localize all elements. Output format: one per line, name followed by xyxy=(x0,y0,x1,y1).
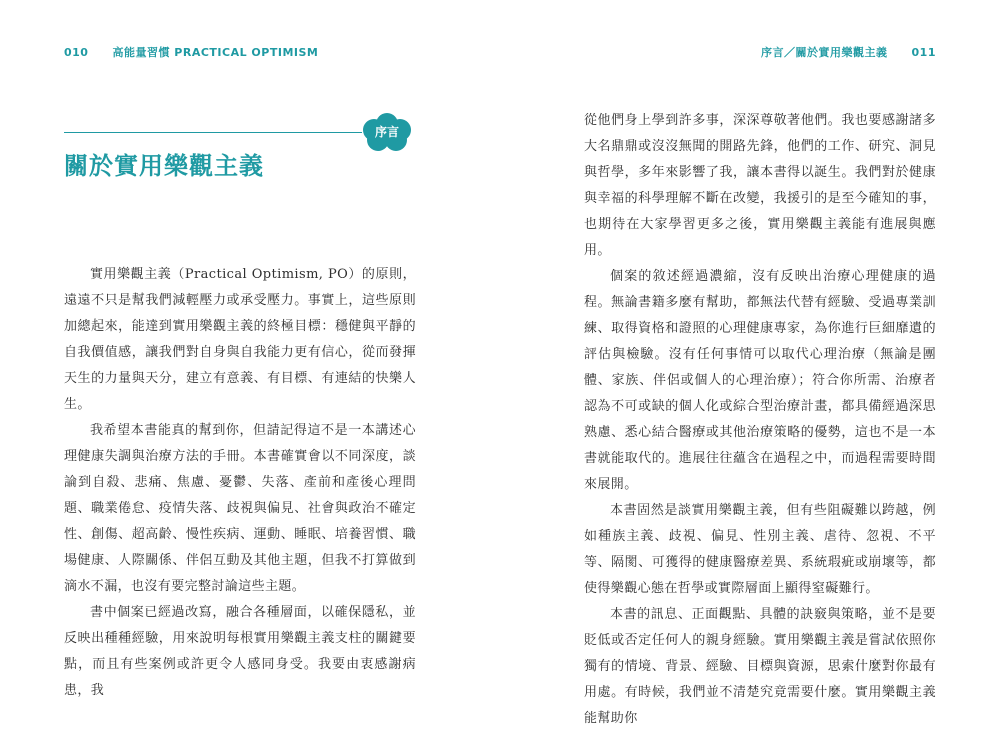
chapter-badge-label: 序言 xyxy=(374,125,399,139)
left-page-number: 010 xyxy=(64,46,89,59)
right-page-number: 011 xyxy=(911,46,936,59)
left-page-body xyxy=(64,262,416,704)
paragraph: 本書的訊息、正面觀點、具體的訣竅與策略，並不是要貶低或否定任何人的親身經驗。實用樂觀主義是嘗試依照你獨有的情境、背景、經驗、目標與資源，思索什麼對你最有用處。有時候，我們並不清楚究竟需要什麼。實用樂觀主義能幫助你 xyxy=(584,607,936,726)
running-head-right xyxy=(761,44,936,60)
paragraph: 我希望本書能真的幫到你，但請記得這不是一本講述心理健康失調與治療方法的手冊。本書確實會以不同深度，談論到自殺、悲痛、焦慮、憂鬱、失落、產前和產後心理問題、職業倦怠、疫情失落、歧視與偏見、社會與政治不確定性、創傷、超高齡、慢性疾病、運動、睡眠、培養習慣、職場健康、人際關係、伴侶互動及其他主題，但我不打算做到滴水不漏，也沒有要完整討論這些主題。 xyxy=(64,423,416,594)
paragraph: 實用樂觀主義（Practical Optimism, PO）的原則，遠遠不只是幫我們減輕壓力或承受壓力。事實上，這些原則加總起來，能達到實用樂觀主義的終極目標：穩健與平靜的自我價值感，讓我們對自身與自我能力更有信心，從而發揮天生的力量與天分，建立有意義、有目標、有連結的快樂人生。 xyxy=(64,267,416,412)
paragraph: 個案的敘述經過濃縮，沒有反映出治療心理健康的過程。無論書籍多麼有幫助，都無法代替有經驗、受過專業訓練、取得資格和證照的心理健康專家，為你進行巨細靡遺的評估與檢驗。沒有任何事情可以取代心理治療（無論是團體、家族、伴侶或個人的心理治療）；符合你所需、治療者認為不可或缺的個人化或綜合型治療計畫，都具備經過深思熟慮、悉心結合醫療或其他治療策略的優勢，這也不是一本書就能取代的。進展往往蘊含在過程之中，而過程需要時間來展開。 xyxy=(584,269,936,492)
paragraph: 書中個案已經過改寫，融合各種層面，以確保隱私，並反映出種種經驗，用來說明每根實用樂觀主義支柱的關鍵要點，而且有些案例或許更令人感同身受。我要由衷感謝病患，我 xyxy=(64,605,416,698)
chapter-rule xyxy=(64,132,362,133)
right-running-title: 序言／關於實用樂觀主義 xyxy=(761,46,888,59)
right-page-body xyxy=(584,108,936,732)
paragraph: 本書固然是談實用樂觀主義，但有些阻礙難以跨越，例如種族主義、歧視、偏見、性別主義、虐待、忽視、不平等、隔閡、可獲得的健康醫療差異、系統瑕疵或崩壞等，都使得樂觀心態在哲學或實際層面上顯得窒礙難行。 xyxy=(584,503,936,596)
chapter-title: 關於實用樂觀主義 xyxy=(64,152,264,180)
paragraph: 從他們身上學到許多事，深深尊敬著他們。我也要感謝諸多大名鼎鼎或沒沒無聞的開路先鋒，他們的工作、研究、洞見與哲學，多年來影響了我，讓本書得以誕生。我們對於健康與幸福的科學理解不斷在改變，我援引的是至今確知的事，也期待在大家學習更多之後，實用樂觀主義能有進展與應用。 xyxy=(584,113,936,258)
left-running-title: 高能量習慣 PRACTICAL OPTIMISM xyxy=(112,46,319,59)
running-head-left xyxy=(64,44,318,60)
chapter-badge xyxy=(360,112,414,154)
